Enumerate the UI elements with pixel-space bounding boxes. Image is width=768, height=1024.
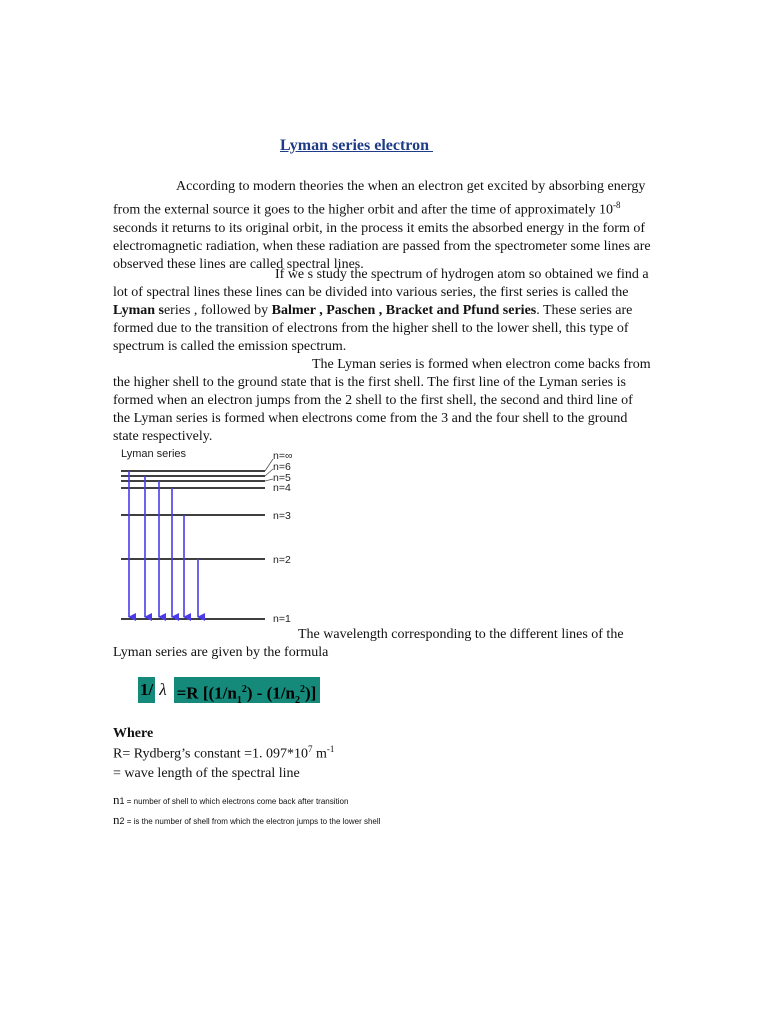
level-label-4: n=4 bbox=[273, 482, 291, 494]
page-title: Lyman series electron bbox=[280, 137, 434, 154]
level-label-6: n=6 bbox=[273, 461, 291, 473]
paragraph-formula-intro: The wavelength corresponding to the different lines of the Lyman series are given by the formula bbox=[113, 627, 624, 660]
where-heading: Where bbox=[113, 726, 154, 741]
paragraph-intro: According to modern theories the when an electron get excited by absorbing energy from the external source it goes to the higher orbit and after the time of approximately $10^{-8}$ seconds it returns to its original orbit, in the process it emits the absorbed energy in the form of electromagnetic radiation, when these radiation are passed from the spectrometer some lines are observed these lines are called spectral lines. bbox=[113, 179, 651, 272]
paragraph-series: If we s study the spectrum of hydrogen atom so obtained we find a lot of spectral lines these lines can be divided into various series, the first series is called the Lyman series , followed by Balmer , Paschen , Bracket and Pfund series. These series are formed due to the transition of electrons from the higher shell to the lower shell, this type of spectrum is called the emission spectrum. bbox=[113, 267, 649, 354]
diagram-title: Lyman series bbox=[121, 448, 187, 460]
n1-description: n1 = number of shell to which electrons come back after transition bbox=[113, 792, 349, 807]
level-label-1: n=1 bbox=[273, 613, 291, 625]
paragraph-lyman: The Lyman series is formed when electron come backs from the higher shell to the ground state that is the first shell. The first line of the Lyman series is formed when an electron jumps from the 2 shell to the first shell, the second and third line of the Lyman series is formed when electrons come from the 3 and the four shell to the ground state respectively. bbox=[113, 357, 651, 444]
rydberg-constant-line: R= Rydberg’s constant =1. $097*10^7$ $m^{-1}$ bbox=[113, 744, 335, 762]
level-label-2: n=2 bbox=[273, 554, 291, 566]
lyman-series-diagram bbox=[113, 443, 313, 628]
level-label-3: n=3 bbox=[273, 510, 291, 522]
wavelength-line: = wave length of the spectral line bbox=[113, 766, 300, 781]
rydberg-formula bbox=[138, 677, 320, 707]
n2-description: n2 = is the number of shell from which the electron jumps to the lower shell bbox=[113, 812, 381, 827]
formula-one-over: 1/ bbox=[138, 677, 155, 703]
level-label-5: n=5 bbox=[273, 472, 291, 484]
level-label-inf: n=∞ bbox=[273, 450, 293, 462]
lambda-symbol: λ bbox=[159, 680, 167, 699]
formula-rhs: =R $[(1/n_1^2) - (1/n_2^2)]$ bbox=[174, 677, 321, 703]
